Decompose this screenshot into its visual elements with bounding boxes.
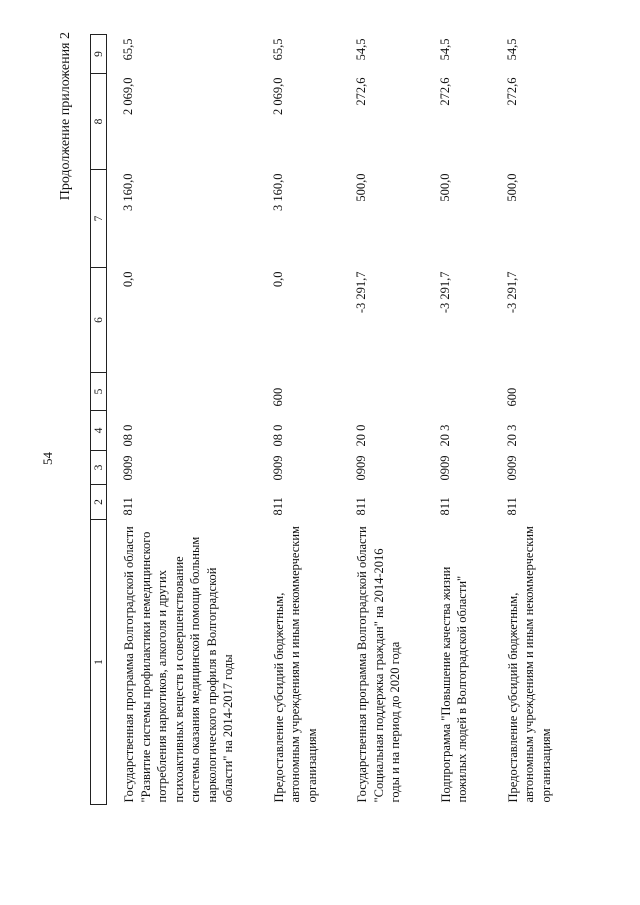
cell-section: 0909 [354,455,368,481]
page-number: 54 [40,452,55,465]
row-name: Подпрограмма "Повышение качества жизни пожилых людей в Волгоградской области" [438,566,469,803]
column-header: 1 [91,520,107,805]
cell-expense-type [340,373,424,411]
cell-expense-type: 600 [504,387,519,407]
budget-table [90,34,574,805]
cell-value: -3 291,7 [504,271,519,314]
cell-value: 500,0 [504,173,519,202]
cell-value: 65,5 [270,38,285,61]
cell-value: 500,0 [354,173,368,202]
column-header: 7 [91,170,107,268]
cell-code: 811 [354,497,368,516]
column-header: 8 [91,74,107,170]
table-row [340,35,424,805]
row-name: Предоставление субсидий бюджетным, автономным учреждениям и иным некоммерческим организациям [271,526,319,803]
continuation-label: Продолжение приложения 2 [58,32,73,201]
cell-code: 811 [504,497,519,516]
table-row [107,35,257,805]
row-name: Предоставление субсидий бюджетным, автономным учреждениям и иным некоммерческим организациям [505,526,553,803]
cell-article: 20 3 [504,424,519,447]
column-header: 5 [91,373,107,411]
cell-value: -3 291,7 [354,271,368,314]
table-row [257,35,341,805]
cell-article: 08 0 [121,424,135,447]
cell-value: 272,6 [504,77,519,106]
cell-article: 08 0 [270,424,285,447]
column-header: 3 [91,451,107,485]
cell-value: 0,0 [121,271,135,288]
cell-code: 811 [437,497,452,516]
cell-expense-type [107,373,257,411]
cell-value: 54,5 [437,38,452,61]
cell-expense-type: 600 [270,387,285,407]
cell-article: 20 3 [437,424,452,447]
table-row [424,35,491,805]
row-name: Государственная программа Волгоградской области "Социальная поддержка граждан" на 2014-2016 годы и на период до 2020 года [355,526,402,803]
column-header: 6 [91,268,107,373]
table-row [491,35,575,805]
cell-value: 2 069,0 [121,77,135,115]
cell-expense-type [424,373,491,411]
cell-value: 54,5 [354,38,368,61]
cell-code: 811 [121,497,135,516]
cell-value: 54,5 [504,38,519,61]
column-header: 9 [91,35,107,74]
column-header: 4 [91,411,107,451]
cell-article: 20 0 [354,424,368,447]
cell-value: 0,0 [270,271,285,288]
table-header-row [91,35,107,805]
cell-value: 3 160,0 [270,173,285,211]
cell-section: 0909 [270,455,285,481]
cell-section: 0909 [504,455,519,481]
cell-value: 272,6 [354,77,368,106]
cell-value: 2 069,0 [270,77,285,115]
cell-value: 272,6 [437,77,452,106]
cell-value: 500,0 [437,173,452,202]
cell-section: 0909 [121,455,135,481]
cell-value: -3 291,7 [437,271,452,314]
cell-value: 65,5 [121,38,135,61]
cell-value: 3 160,0 [121,173,135,211]
cell-code: 811 [270,497,285,516]
column-header: 2 [91,485,107,520]
row-name: Государственная программа Волгоградской области "Развитие системы профилактики немедицинского потребления наркотиков, алкоголя и других психоактивных веществ и совершенствование системы оказания медицинской помощи больным наркологического профиля в Волгоградской области" на 2014-2017 годы [122,526,235,803]
cell-section: 0909 [437,455,452,481]
